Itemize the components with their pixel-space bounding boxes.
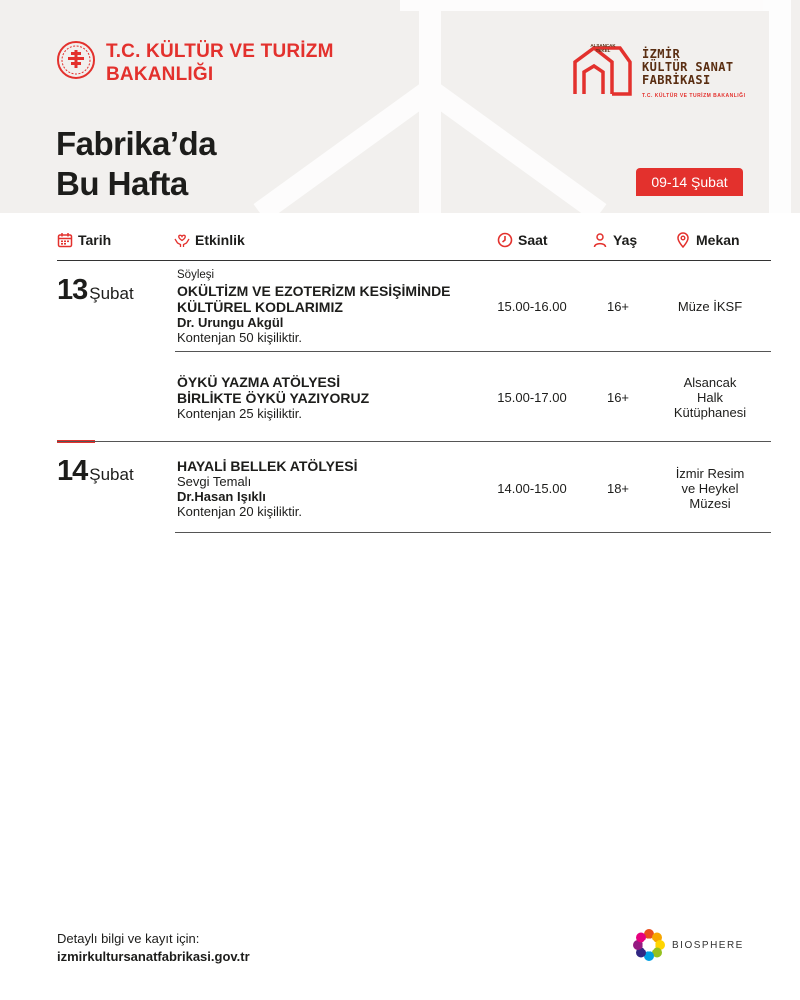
column-date bbox=[57, 232, 111, 248]
biosphere-flower-icon bbox=[632, 928, 666, 962]
factory-logo-icon bbox=[572, 40, 634, 96]
iksf-logo bbox=[572, 40, 745, 103]
column-event-label: Etkinlik bbox=[195, 232, 245, 248]
event-capacity: Kontenjan 25 kişiliktir. bbox=[177, 406, 303, 421]
brand-subtitle: T.C. KÜLTÜR VE TURİZM BAKANLIĞI bbox=[642, 93, 746, 99]
ministry-logo bbox=[56, 40, 334, 86]
column-date-label: Tarih bbox=[78, 232, 112, 248]
event-capacity: Kontenjan 20 kişiliktir. bbox=[177, 504, 303, 519]
column-venue bbox=[675, 232, 740, 248]
day-number: 14 bbox=[57, 455, 88, 487]
event-title-line1: ÖYKÜ YAZMA ATÖLYESİ bbox=[177, 374, 341, 390]
event-venue bbox=[650, 299, 770, 314]
ministry-name-line1: T.C. KÜLTÜR VE TURİZM bbox=[106, 41, 334, 62]
day-divider bbox=[57, 441, 771, 442]
venue-line1: İzmir Resim bbox=[675, 466, 745, 481]
clock-icon bbox=[497, 232, 513, 248]
event-venue bbox=[650, 466, 770, 511]
footer-website-link[interactable]: izmirkultursanatfabrikasi.gov.tr bbox=[57, 949, 250, 964]
column-time bbox=[497, 232, 548, 248]
table-header-rule bbox=[57, 260, 771, 261]
brand-name-line1: İZMİR bbox=[642, 47, 681, 61]
event-category: Söyleşi bbox=[177, 269, 215, 281]
page-title bbox=[56, 124, 216, 204]
day-13-date bbox=[57, 274, 134, 307]
column-event bbox=[174, 232, 245, 248]
event-subtitle: Sevgi Temalı bbox=[177, 474, 252, 489]
footer bbox=[57, 930, 250, 966]
venue-line2: ve Heykel bbox=[681, 481, 739, 496]
column-age bbox=[592, 232, 637, 248]
event-time: 15.00-17.00 bbox=[497, 390, 567, 405]
page-title-line1: Fabrika’da bbox=[56, 125, 217, 162]
event-title-line1: OKÜLTİZM VE EZOTERİZM KESİŞİMİNDE bbox=[177, 283, 451, 299]
biosphere-logo bbox=[632, 928, 744, 962]
footer-info: Detaylı bilgi ve kayıt için: bbox=[57, 931, 200, 946]
page-title-line2: Bu Hafta bbox=[56, 165, 188, 202]
brand-tiny-line1: ALSANCAK bbox=[590, 43, 616, 48]
venue-line2: Halk bbox=[696, 390, 723, 405]
day-number: 13 bbox=[57, 274, 88, 306]
venue-line1: Alsancak bbox=[683, 375, 737, 390]
table-header bbox=[0, 228, 800, 254]
location-pin-icon bbox=[675, 232, 691, 248]
event-title-line2: KÜLTÜREL KODLARIMIZ bbox=[177, 299, 343, 315]
venue-line3: Kütüphanesi bbox=[673, 405, 747, 420]
day-14-date bbox=[57, 455, 134, 488]
person-icon bbox=[592, 232, 608, 248]
event-age: 16+ bbox=[606, 390, 630, 405]
biosphere-label: BIOSPHERE bbox=[672, 939, 744, 951]
event-venue bbox=[650, 375, 770, 420]
day-month: Şubat bbox=[89, 284, 134, 303]
row-divider bbox=[175, 532, 771, 533]
event-speaker: Dr. Urungu Akgül bbox=[177, 315, 284, 330]
event-time: 15.00-16.00 bbox=[497, 299, 567, 314]
ministry-name-line2: BAKANLIĞI bbox=[106, 64, 214, 85]
brand-name-line3: FABRİKASI bbox=[642, 73, 711, 87]
column-age-label: Yaş bbox=[613, 232, 638, 248]
day-month: Şubat bbox=[89, 465, 134, 484]
row-divider bbox=[175, 351, 771, 352]
event-age: 18+ bbox=[606, 481, 630, 496]
venue-line1: Müze İKSF bbox=[677, 299, 743, 314]
hands-heart-icon bbox=[174, 232, 190, 248]
ministry-emblem-icon bbox=[56, 40, 96, 80]
event-speaker: Dr.Hasan Işıklı bbox=[177, 489, 266, 504]
column-venue-label: Mekan bbox=[696, 232, 740, 248]
venue-line3: Müzesi bbox=[689, 496, 731, 511]
event-time: 14.00-15.00 bbox=[497, 481, 567, 496]
event-title-line1: HAYALİ BELLEK ATÖLYESİ bbox=[177, 458, 358, 474]
event-hayali-bellek bbox=[177, 458, 357, 519]
event-okultizm bbox=[177, 268, 451, 345]
column-time-label: Saat bbox=[518, 232, 548, 248]
event-age: 16+ bbox=[606, 299, 630, 314]
calendar-icon bbox=[57, 232, 73, 248]
event-oyku-yazma bbox=[177, 374, 369, 421]
brand-name-line2: KÜLTÜR SANAT bbox=[642, 60, 734, 74]
date-range-badge: 09-14 Şubat bbox=[636, 168, 743, 196]
event-title-line2: BİRLİKTE ÖYKÜ YAZIYORUZ bbox=[177, 390, 370, 406]
event-capacity: Kontenjan 50 kişiliktir. bbox=[177, 330, 303, 345]
brand-tiny-line2: TEKEL bbox=[595, 48, 611, 53]
